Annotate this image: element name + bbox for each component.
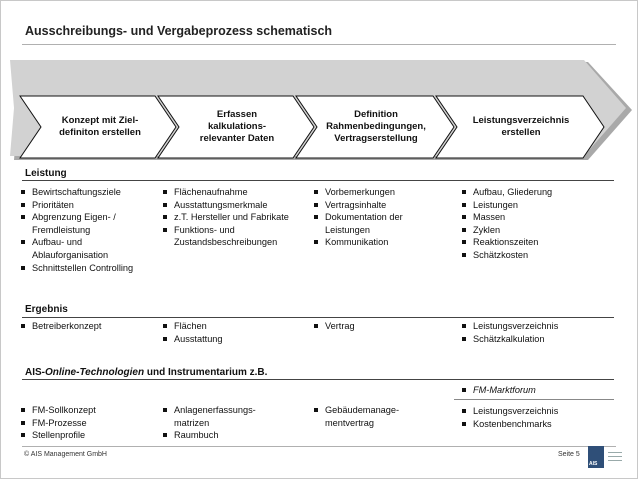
- list-item: Raumbuch: [162, 429, 282, 442]
- technologien-heading-italic: Online-Technologien: [45, 367, 145, 378]
- list-item: Leistungsverzeichnis: [461, 320, 611, 333]
- list-item: Aufbau, Gliederung: [461, 186, 611, 199]
- footer-copyright: © AIS Management GmbH: [24, 451, 107, 458]
- list-item: Leistungsverzeichnis: [461, 405, 611, 418]
- list-item: Massen: [461, 211, 611, 224]
- leistung-column-3: [313, 186, 433, 249]
- list-item: Dokumentation der Leistungen: [313, 211, 433, 236]
- process-step-3: Definition Rahmenbedingungen, Vertragserstellung: [326, 109, 426, 144]
- logo-lines-icon: [608, 452, 622, 464]
- list-item: Zyklen: [461, 224, 611, 237]
- forum-item: FM-Marktforum: [461, 384, 611, 397]
- list-item: Gebäudemanage-mentvertrag: [313, 404, 413, 429]
- list-item: Flächen: [162, 320, 302, 333]
- technologien-heading: [25, 367, 267, 378]
- list-item: FM-Prozesse: [20, 417, 148, 430]
- list-item: Vertrag: [313, 320, 433, 333]
- list-item: Funktions- und Zustandsbeschreibungen: [162, 224, 302, 249]
- technologien-column-4: [461, 405, 611, 430]
- process-step-1: Konzept mit Ziel- definiton erstellen: [59, 115, 141, 138]
- list-item: Flächenaufnahme: [162, 186, 302, 199]
- leistung-column-1: [20, 186, 148, 274]
- technologien-heading-prefix: AIS-: [25, 367, 45, 378]
- technologien-heading-suffix: und Instrumentarium z.B.: [144, 367, 268, 378]
- ergebnis-column-3: [313, 320, 433, 333]
- forum-column: [461, 384, 611, 397]
- list-item: Betreiberkonzept: [20, 320, 148, 333]
- list-item: Vertragsinhalte: [313, 199, 433, 212]
- list-item: Schätzkosten: [461, 249, 611, 262]
- ergebnis-heading: Ergebnis: [25, 304, 68, 315]
- list-item: Ausstattung: [162, 333, 302, 346]
- technologien-column-1: [20, 404, 148, 442]
- list-item: Schätzkalkulation: [461, 333, 611, 346]
- list-item: Abgrenzung Eigen- / Fremdleistung: [20, 211, 148, 236]
- list-item: Kommunikation: [313, 236, 433, 249]
- process-step-2: Erfassen kalkulations- relevanter Daten: [199, 109, 275, 144]
- ergebnis-divider: [22, 317, 614, 318]
- list-item: Vorbemerkungen: [313, 186, 433, 199]
- leistung-column-4: [461, 186, 611, 262]
- ais-logo-icon: [588, 446, 604, 468]
- technologien-divider: [22, 379, 614, 380]
- technologien-column-2: [162, 404, 282, 442]
- list-item: Schnittstellen Controlling: [20, 262, 148, 275]
- list-item: Prioritäten: [20, 199, 148, 212]
- list-item: FM-Sollkonzept: [20, 404, 148, 417]
- ergebnis-column-4: [461, 320, 611, 345]
- list-item: Anlagenerfassungs-matrizen: [162, 404, 282, 429]
- list-item: Bewirtschaftungsziele: [20, 186, 148, 199]
- page-title: Ausschreibungs- und Vergabeprozess schematisch: [25, 24, 333, 38]
- footer-page-number: Seite 5: [558, 451, 580, 458]
- list-item: Ausstattungsmerkmale: [162, 199, 302, 212]
- list-item: Aufbau- und Ablauforganisation: [20, 236, 148, 261]
- logo-text: AIS: [589, 461, 598, 467]
- leistung-heading: Leistung: [25, 168, 67, 179]
- footer-divider: [22, 446, 616, 447]
- ergebnis-column-2: [162, 320, 302, 345]
- leistung-column-2: [162, 186, 302, 249]
- list-item: Kostenbenchmarks: [461, 418, 611, 431]
- ergebnis-column-1: [20, 320, 148, 333]
- technologien-column-3: [313, 404, 413, 429]
- list-item: z.T. Hersteller und Fabrikate: [162, 211, 302, 224]
- process-step-4: Leistungsverzeichnis erstellen: [472, 115, 570, 138]
- leistung-divider: [22, 180, 614, 181]
- forum-divider: [454, 399, 614, 400]
- list-item: Leistungen: [461, 199, 611, 212]
- list-item: Reaktionszeiten: [461, 236, 611, 249]
- list-item: Stellenprofile: [20, 429, 148, 442]
